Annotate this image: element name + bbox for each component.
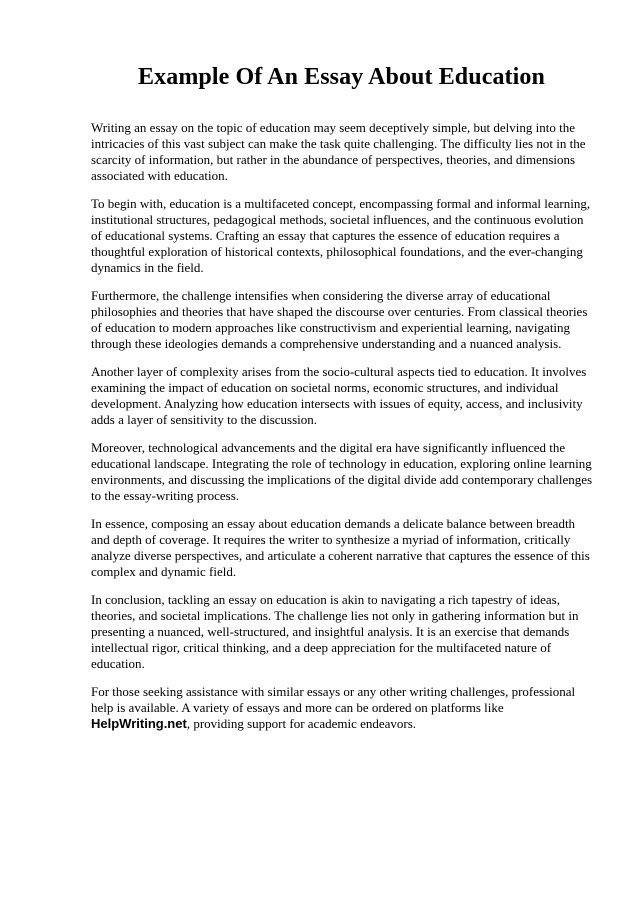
page-title: Example Of An Essay About Education [138, 64, 545, 90]
paragraph-6: In essence, composing an essay about education demands a delicate balance between breadth and depth of coverage. It requires the writer to synthesize a myriad of information, critically analyze diverse perspectives, and articulate a coherent narrative that captures the essence of this complex and dynamic field. [91, 516, 590, 579]
paragraph-5: Moreover, technological advancements and the digital era have significantly influenced the educational landscape. Integrating the role of technology in education, exploring online learning environments, and discussing the implications of the digital divide add contemporary challenges to the essay-writing process. [91, 440, 593, 503]
paragraph-8 [91, 684, 596, 732]
helpwriting-link[interactable]: HelpWriting.net [91, 716, 187, 731]
paragraph-7: In conclusion, tackling an essay on education is akin to navigating a rich tapestry of ideas, theories, and societal implications. The challenge lies not only in gathering information but in presenting a nuanced, well-structured, and insightful analysis. It is an exercise that demands intellectual rigor, critical thinking, and a deep appreciation for the multifaceted nature of education. [91, 592, 579, 671]
paragraph-2: To begin with, education is a multifaceted concept, encompassing formal and informal learning, institutional structures, pedagogical methods, societal influences, and the continuous evolution of educational systems. Crafting an essay that captures the essence of education requires a thoughtful exploration of historical contexts, philosophical foundations, and the ever-changing dynamics in the field. [91, 196, 591, 275]
paragraph-3: Furthermore, the challenge intensifies when considering the diverse array of educational philosophies and theories that have shaped the discourse over centuries. From classical theories of education to modern approaches like constructivism and experiential learning, navigating through these ideologies demands a comprehensive understanding and a nuanced analysis. [91, 288, 588, 351]
final-paragraph-tail: , providing support for academic endeavors. [186, 716, 417, 731]
paragraph-1: Writing an essay on the topic of education may seem deceptively simple, but delving into the intricacies of this vast subject can make the task quite challenging. The difficulty lies not in the scarcity of information, but rather in the abundance of perspectives, theories, and dimensions associated with education. [91, 120, 586, 183]
paragraph-4: Another layer of complexity arises from the socio-cultural aspects tied to education. It involves examining the impact of education on societal norms, economic structures, and individual development. Analyzing how education intersects with issues of equity, access, and inclusivity adds a layer of sensitivity to the discussion. [91, 364, 587, 427]
final-paragraph-text: For those seeking assistance with similar essays or any other writing challenges, professional help is available. A variety of essays and more can be ordered on platforms like [91, 684, 576, 715]
